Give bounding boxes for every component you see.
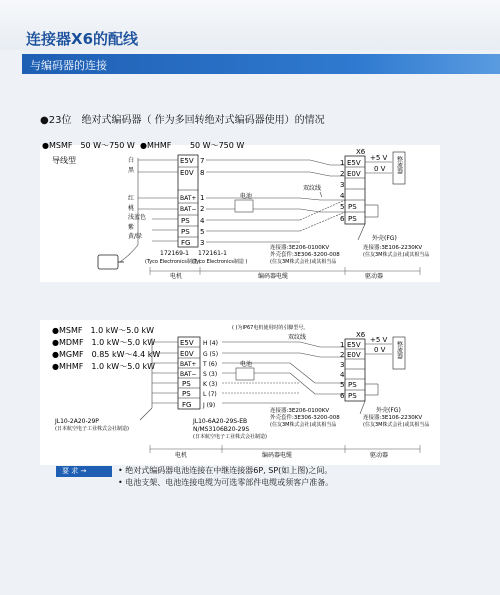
d1-part-2: 172161-1 (198, 250, 227, 257)
d2-shell: 外壳(FG) (376, 407, 401, 414)
d1-pin-5: 5 (200, 228, 205, 236)
d2-jl-1b: (日本航空电子工业株式会社制造) (55, 426, 129, 432)
d1-x6-pin-1: 2 (340, 170, 345, 178)
d1-conn-b-1: 连接器:3E106-2230KV (363, 245, 423, 251)
d2-x6-pin-0: 1 (340, 341, 345, 349)
d1-color-2: 红 (128, 195, 135, 202)
d1-color-6: 黄/绿 (128, 233, 143, 240)
d1-x6-sig-4: PS (348, 203, 357, 211)
d1-pin-0: 7 (200, 157, 205, 165)
d1-part-1: 172169-1 (160, 250, 189, 257)
d2-sig-4: PS (182, 380, 191, 388)
d1-x6-pin-0: 1 (340, 159, 345, 167)
d1-sig-3: BAT− (180, 206, 197, 213)
d1-encoder-cable: 编码器电缆 (258, 273, 289, 280)
d1-x6-sig-0: E5V (347, 159, 361, 167)
d2-pin-5: L (7) (203, 391, 217, 398)
d1-series-left: ●MSMF 50 W～750 W (42, 141, 135, 150)
d2-sig-0: E5V (180, 339, 194, 347)
d2-x6-pin-2: 3 (340, 361, 345, 369)
d2-battery-label: 电池 (240, 361, 253, 368)
section-title: 与编码器的连接 (30, 59, 107, 72)
d2-ip67-note: ( )为IP67电机使用时的引脚型号。 (232, 325, 309, 331)
d2-conn-a-2: 外壳套件:3E306-3200-008 (270, 415, 340, 421)
d1-color-3: 桃 (128, 205, 135, 212)
d1-regulator: 整流器 (395, 156, 403, 174)
page-title: 连接器X6的配线 (26, 30, 139, 48)
d2-sig-6: FG (182, 401, 192, 409)
d1-x6-sig-5: PS (348, 215, 357, 223)
d2-x6-pin-3: 4 (340, 371, 345, 379)
d1-shell: 外壳(FG) (372, 235, 397, 242)
d1-x6-pin-4: 5 (340, 203, 345, 211)
note-line-1: • 绝对式编码器电池连接在中继连接器6P, SP(如上图)之间。 (118, 466, 333, 475)
d2-driver: 驱动器 (370, 452, 389, 459)
d2-sig-5: PS (182, 390, 191, 398)
d2-conn-b-2: (住友3M株式会社)或其相当品 (363, 422, 430, 428)
d2-x6-pin-1: 2 (340, 351, 345, 359)
d1-color-1: 黑 (128, 167, 135, 174)
note-line-2: • 电池支架、电池连接电缆为可选零部件电缆或须客户准备。 (118, 478, 334, 487)
d2-series-2: ●MGMF 0.85 kW～4.4 kW (52, 350, 161, 359)
d1-pin-6: 3 (200, 239, 205, 247)
d2-x6-pin-5: 6 (340, 392, 345, 400)
d2-encoder-cable: 编码器电缆 (262, 452, 293, 459)
d1-conn-a-3: (住友3M株式会社)或其相当品 (270, 259, 337, 265)
d2-x6-pin-4: 5 (340, 381, 345, 389)
d2-x6-sig-4: PS (348, 381, 357, 389)
d1-sig-6: FG (181, 239, 191, 247)
d1-pin-3: 2 (200, 205, 205, 213)
d1-zero-v: 0 V (374, 165, 386, 173)
d1-x6-pin-3: 4 (340, 192, 345, 200)
d1-sig-2: BAT+ (180, 195, 197, 202)
d2-series-3: ●MHMF 1.0 kW～5.0 kW (52, 362, 156, 371)
d2-jl-2: JL10-6A20-29S-EB (193, 418, 248, 425)
d1-twisted-pair: 双纹线 (303, 185, 322, 192)
d1-pin-2: 1 (200, 194, 205, 202)
d2-plus5v: +5 V (370, 336, 388, 344)
d2-pin-0: H (4) (203, 340, 218, 347)
d1-color-5: 紫 (128, 224, 135, 231)
d2-pin-2: T (6) (203, 361, 218, 368)
d1-conn-a-1: 连接器:3E206-0100KV (270, 245, 330, 251)
d1-pin-4: 4 (200, 217, 205, 225)
d1-conn-a-2: 外壳套件:3E306-3200-008 (270, 252, 340, 258)
d1-x6-sig-1: E0V (347, 170, 361, 178)
d2-motor: 电机 (175, 452, 188, 459)
d2-twisted-pair: 双纹线 (288, 334, 307, 341)
d2-series-1: ●MDMF 1.0 kW～5.0 kW (52, 338, 156, 347)
d1-plus5v: +5 V (370, 154, 388, 162)
requirement-badge-label: 要 求 → (62, 467, 87, 475)
d2-pin-1: G (5) (203, 351, 219, 358)
d2-jl-1: JL10-2A20-29P (55, 418, 99, 425)
d2-x6-sig-0: E5V (347, 341, 361, 349)
d1-type-label: 导线型 (52, 156, 76, 165)
d2-jl-2c: (日本航空电子工业株式会社制造) (193, 434, 267, 440)
d1-color-0: 白 (128, 157, 135, 164)
d1-driver: 驱动器 (365, 273, 384, 280)
d1-sig-1: E0V (180, 169, 194, 177)
d2-conn-a-1: 连接器:3E206-0100KV (270, 408, 330, 414)
d2-sig-3: BAT− (180, 371, 197, 378)
d1-battery-label: 电池 (240, 193, 253, 200)
d2-jl-2b: N/MS3106B20-29S (193, 426, 250, 433)
d1-sig-4: PS (181, 217, 190, 225)
d1-x6-pin-5: 6 (340, 215, 345, 223)
d1-conn-b-2: (住友3M株式会社)或其相当品 (363, 252, 430, 258)
d1-x6-pin-2: 3 (340, 181, 345, 189)
d1-series-right: ●MHMF 50 W～750 W (140, 141, 245, 150)
d2-x6-sig-5: PS (348, 392, 357, 400)
diagram-1 (40, 141, 440, 282)
d1-x6-label: X6 (356, 148, 366, 156)
d2-x6-label: X6 (356, 331, 366, 339)
d2-pin-6: J (9) (203, 402, 216, 409)
diagram-2 (40, 320, 440, 465)
requirement-badge (56, 466, 112, 477)
d2-zero-v: 0 V (374, 346, 386, 354)
d1-sig-5: PS (181, 228, 190, 236)
d1-sig-0: E5V (180, 157, 194, 165)
d2-pin-4: K (3) (203, 381, 218, 388)
requirement-notes (118, 465, 333, 489)
d2-regulator: 整流器 (395, 341, 403, 359)
d2-series-0: ●MSMF 1.0 kW～5.0 kW (52, 326, 155, 335)
d1-pin-1: 8 (200, 169, 205, 177)
d2-conn-b-1: 连接器:3E106-2230KV (363, 415, 423, 421)
d2-conn-a-3: (住友3M株式会社)或其相当品 (270, 422, 337, 428)
d1-motor: 电机 (170, 273, 183, 280)
d2-sig-1: E0V (180, 350, 194, 358)
diagram-heading: ●23位 绝对式编码器（ 作为多回转绝对式编码器使用）的情况 (40, 115, 325, 126)
d2-pin-3: S (3) (203, 371, 218, 378)
d1-part-2b: (Tyco Electronics制造 ) (192, 259, 248, 265)
d1-part-1b: (Tyco Electronics制造 ) (145, 259, 201, 265)
d1-color-4: 浅蓝色 (128, 214, 147, 221)
d2-sig-2: BAT+ (180, 361, 197, 368)
d2-x6-sig-1: E0V (347, 351, 361, 359)
